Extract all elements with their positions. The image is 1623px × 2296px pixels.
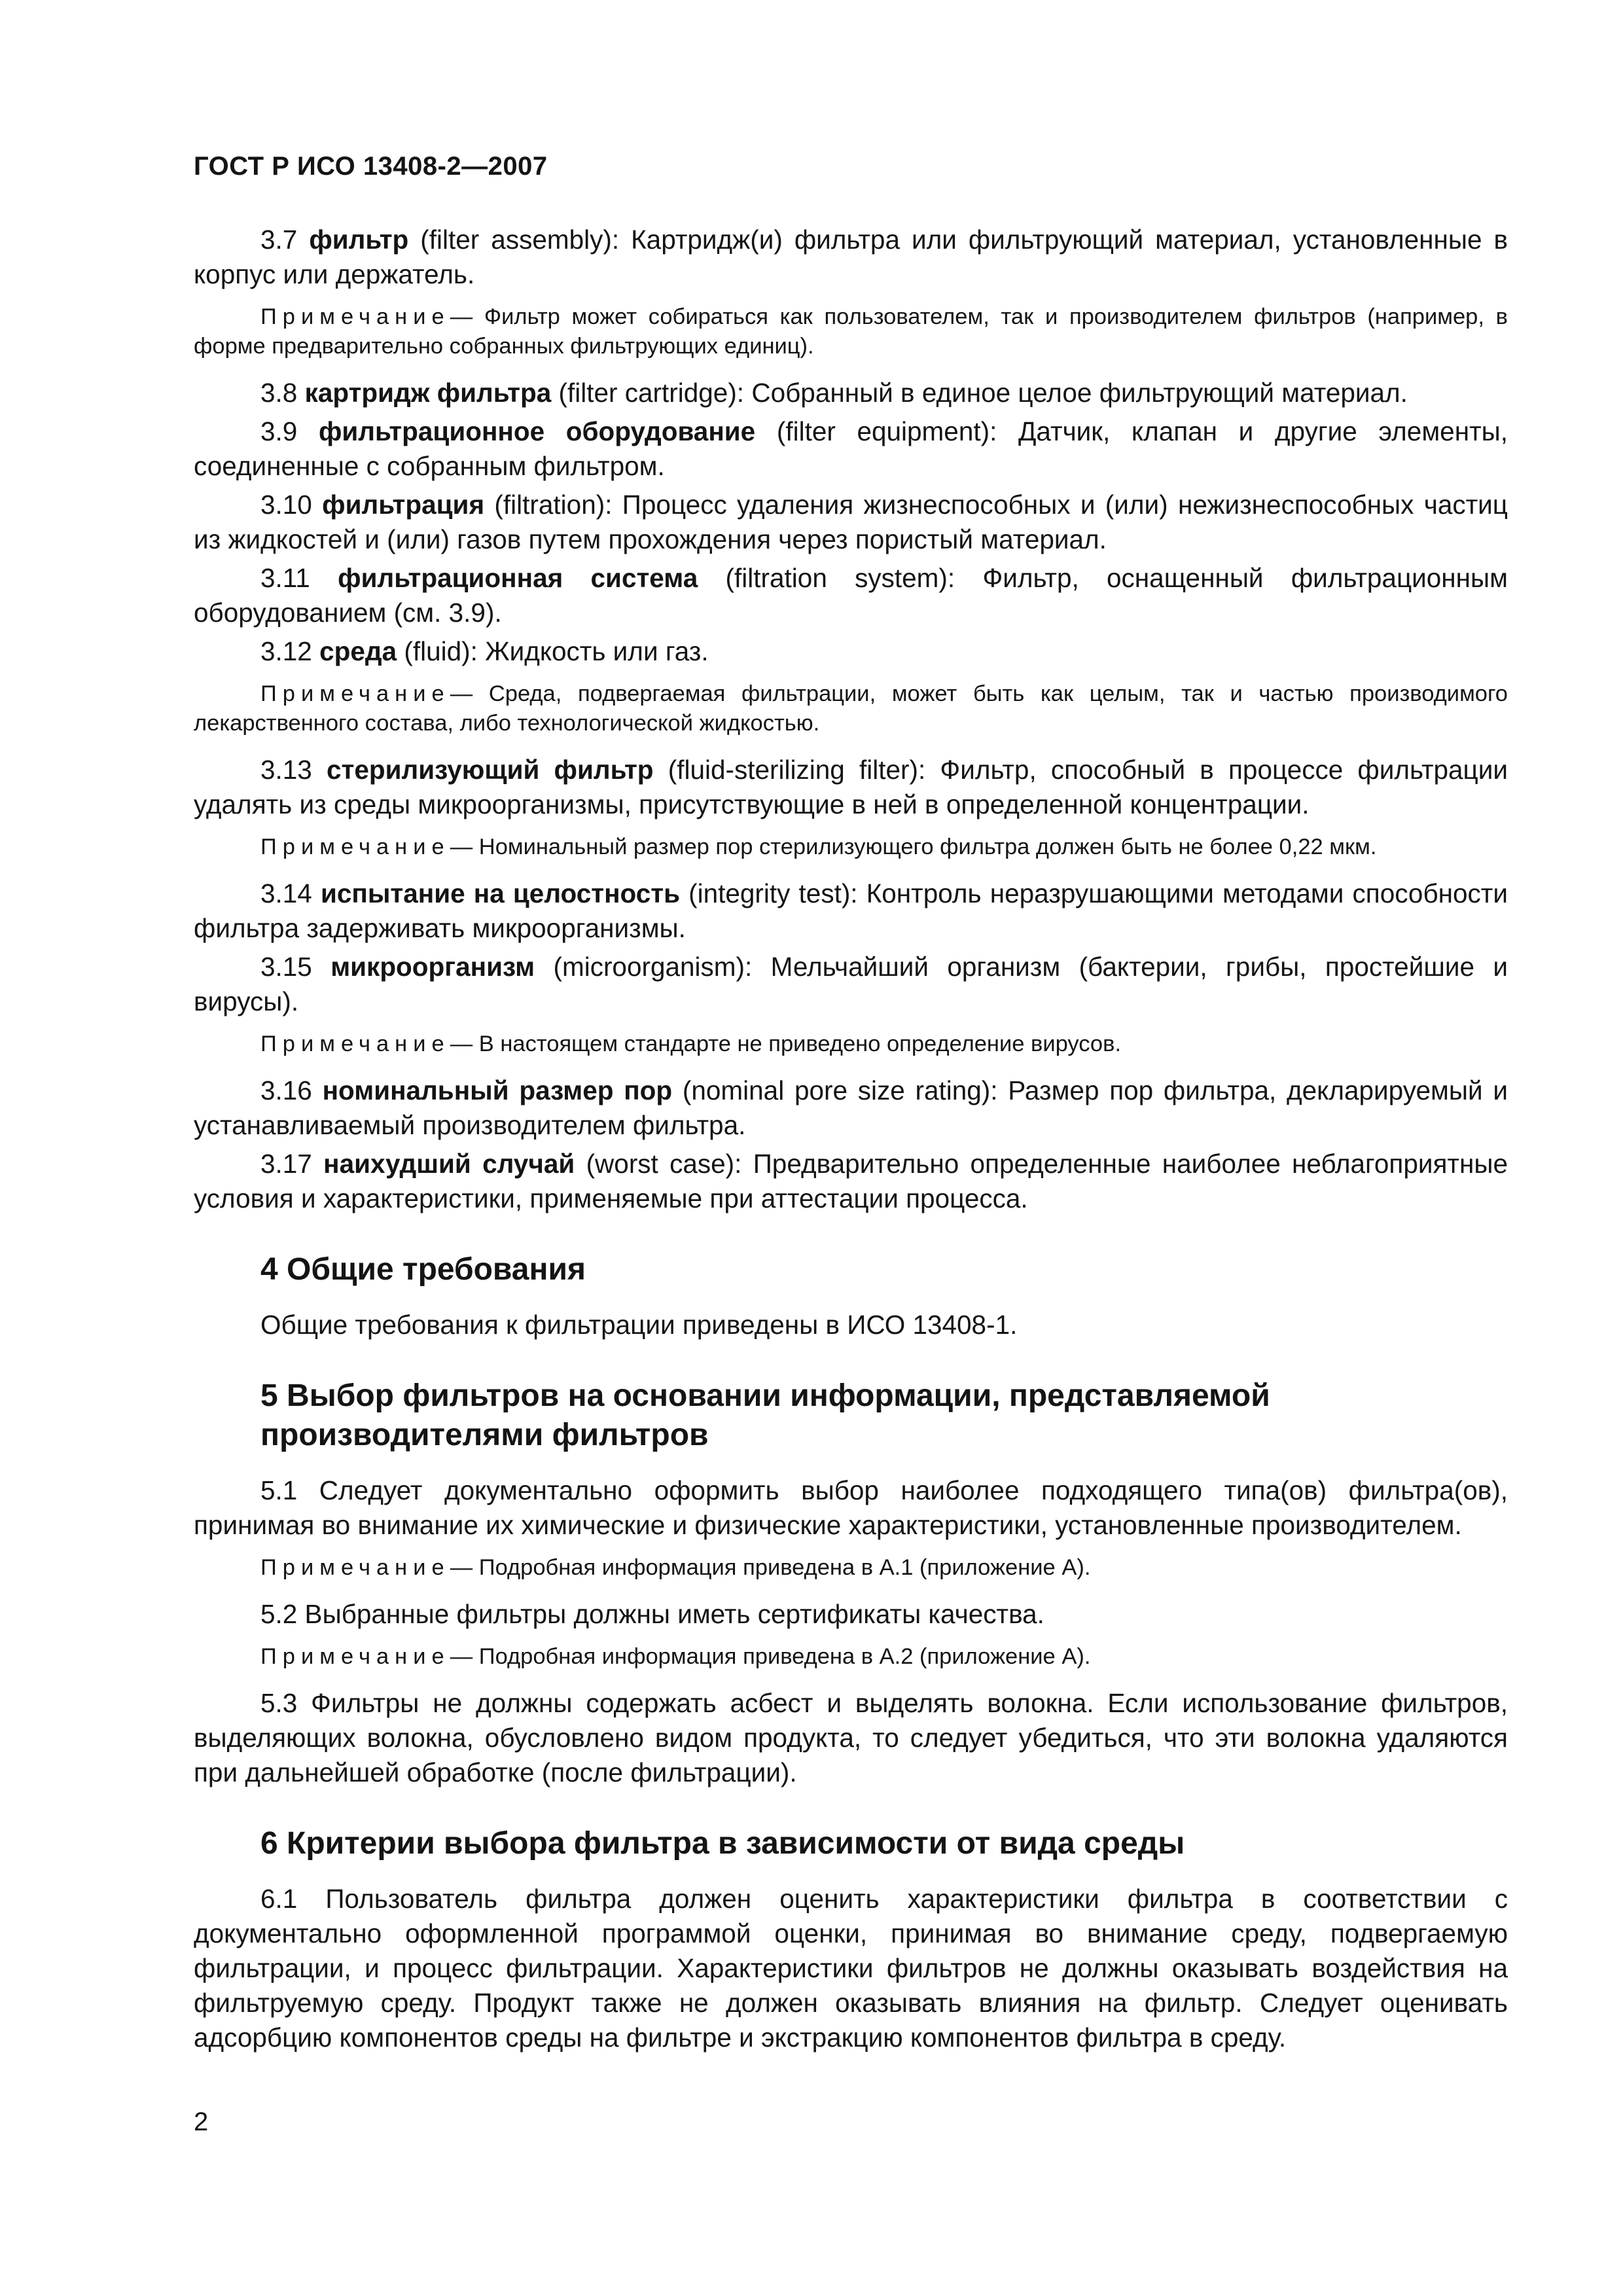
term-3-12 (194, 634, 1508, 669)
term-name: номинальный размер пор (322, 1075, 673, 1105)
term-3-11 (194, 561, 1508, 630)
note-5-1 (194, 1553, 1508, 1583)
term-3-16 (194, 1073, 1508, 1143)
term-number: 3.8 (260, 378, 298, 408)
term-name: стерилизующий фильтр (327, 755, 654, 785)
section-5-heading: 5 Выбор фильтров на основании информации, представляемой производителями фильтров (260, 1378, 1270, 1452)
term-definition: Жидкость или газ. (485, 636, 709, 666)
term-english: (filter assembly): (420, 224, 620, 255)
term-3-15 (194, 950, 1508, 1019)
clause-5-1: 5.1 Следует документально оформить выбор наиболее подходящего типа(ов) фильтра(ов), принимая во внимание их химические и физические характеристики, установленные производителем. (194, 1475, 1508, 1540)
term-english: (filter cartridge): (558, 378, 745, 408)
term-3-7 (194, 223, 1508, 292)
page-number: 2 (194, 2108, 209, 2136)
term-english: (filtration system): (725, 563, 955, 593)
term-english: (nominal pore size rating): (682, 1075, 998, 1105)
note-label: Примечание (260, 1031, 450, 1056)
term-3-17 (194, 1147, 1508, 1216)
clause-5-2: 5.2 Выбранные фильтры должны иметь сертификаты качества. (260, 1599, 1044, 1629)
term-3-10 (194, 488, 1508, 557)
term-english: (microorganism): (553, 952, 753, 982)
term-number: 3.13 (260, 755, 312, 785)
term-number: 3.11 (260, 563, 310, 593)
term-english: (fluid): (404, 636, 478, 666)
term-definition: Картридж(и) фильтра или фильтрующий материал, установленные в корпус или держатель. (194, 224, 1508, 289)
note-3-12 (194, 679, 1508, 738)
clause-5-3: 5.3 Фильтры не должны содержать асбест и выделять волокна. Если использование фильтров, выделяющих волокна, обусловлено видом продукта, то следует убедиться, что эти волокна удаляются при дальнейшей обработке (после фильтрации). (194, 1688, 1508, 1787)
term-definition: Датчик, клапан и другие элементы, соединенные с собранным фильтром. (194, 416, 1508, 481)
term-name: фильтрация (322, 490, 485, 520)
term-3-8 (194, 376, 1508, 410)
note-text: — Номинальный размер пор стерилизующего фильтра должен быть не более 0,22 мкм. (450, 834, 1377, 859)
term-name: микроорганизм (330, 952, 535, 982)
note-label: Примечание (260, 304, 450, 329)
term-english: (fluid-sterilizing filter): (668, 755, 926, 785)
term-name: фильтрационное оборудование (318, 416, 756, 446)
clause-6-1: 6.1 Пользователь фильтра должен оценить характеристики фильтра в соответствии с документально оформленной программой оценки, принимая во внимание среду, подвергаемую фильтрации, и процесс фильтрации. Характеристики фильтров не должны оказывать воздействия на фильтруемую среду. Продукт также не должен оказывать влияния на фильтр. Следует оценивать адсорбцию компонентов среды на фильтре и экстракцию компонентов фильтра в среду. (194, 1884, 1508, 2053)
term-number: 3.7 (260, 224, 298, 255)
term-definition: Размер пор фильтра, декларируемый и устанавливаемый производителем фильтра. (194, 1075, 1508, 1140)
term-3-13 (194, 753, 1508, 822)
term-name: фильтр (309, 224, 409, 255)
term-english: (filter equipment): (776, 416, 997, 446)
term-name: картридж фильтра (304, 378, 552, 408)
note-5-2 (194, 1642, 1508, 1672)
note-text: — Среда, подвергаемая фильтрации, может быть как целым, так и частью производимого лекарственного состава, либо технологической жидкостью. (194, 681, 1508, 736)
term-definition: Фильтр, оснащенный фильтрационным оборудованием (см. 3.9). (194, 563, 1508, 628)
note-text: — Подробная информация приведена в А.1 (приложение А). (450, 1555, 1091, 1580)
term-english: (worst case): (586, 1149, 742, 1179)
term-number: 3.14 (260, 878, 312, 908)
term-definition: Мельчайший организм (бактерии, грибы, простейшие и вирусы). (194, 952, 1508, 1016)
section-4-heading: 4 Общие требования (260, 1252, 586, 1287)
term-name: наихудший случай (323, 1149, 575, 1179)
note-3-7 (194, 302, 1508, 361)
term-number: 3.9 (260, 416, 298, 446)
term-number: 3.10 (260, 490, 312, 520)
document-header: ГОСТ Р ИСО 13408-2—2007 (194, 152, 548, 181)
section-6-heading: 6 Критерии выбора фильтра в зависимости от вида среды (260, 1826, 1185, 1861)
note-3-15 (194, 1030, 1508, 1059)
term-number: 3.17 (260, 1149, 312, 1179)
term-3-9 (194, 414, 1508, 484)
section-4-text: Общие требования к фильтрации приведены в ИСО 13408-1. (260, 1310, 1018, 1340)
term-name: среда (319, 636, 397, 666)
note-text: — В настоящем стандарте не приведено определение вирусов. (450, 1031, 1122, 1056)
note-text: — Фильтр может собираться как пользователем, так и производителем фильтров (например, в форме предварительно собранных фильтрующих единиц). (194, 304, 1508, 359)
term-definition: Процесс удаления жизнеспособных и (или) нежизнеспособных частиц из жидкостей и (или) газов путем прохождения через пористый материал. (194, 490, 1508, 554)
term-name: фильтрационная система (338, 563, 698, 593)
term-number: 3.16 (260, 1075, 312, 1105)
note-label: Примечание (260, 1644, 450, 1669)
note-label: Примечание (260, 834, 450, 859)
note-label: Примечание (260, 681, 450, 706)
term-definition: Собранный в единое целое фильтрующий материал. (751, 378, 1408, 408)
term-number: 3.12 (260, 636, 312, 666)
term-definition: Контроль неразрушающими методами способности фильтра задерживать микроорганизмы. (194, 878, 1508, 943)
note-text: — Подробная информация приведена в А.2 (приложение А). (450, 1644, 1091, 1669)
term-name: испытание на целостность (320, 878, 680, 908)
term-definition: Фильтр, способный в процессе фильтрации удалять из среды микроорганизмы, присутствующие в ней в определенной концентрации. (194, 755, 1508, 819)
note-label: Примечание (260, 1555, 450, 1580)
note-3-13 (194, 833, 1508, 862)
term-english: (integrity test): (688, 878, 858, 908)
term-definition: Предварительно определенные наиболее неблагоприятные условия и характеристики, применяемые при аттестации процесса. (194, 1149, 1508, 1213)
term-3-14 (194, 876, 1508, 946)
page-content (194, 223, 1508, 2059)
term-english: (filtration): (494, 490, 613, 520)
term-number: 3.15 (260, 952, 312, 982)
